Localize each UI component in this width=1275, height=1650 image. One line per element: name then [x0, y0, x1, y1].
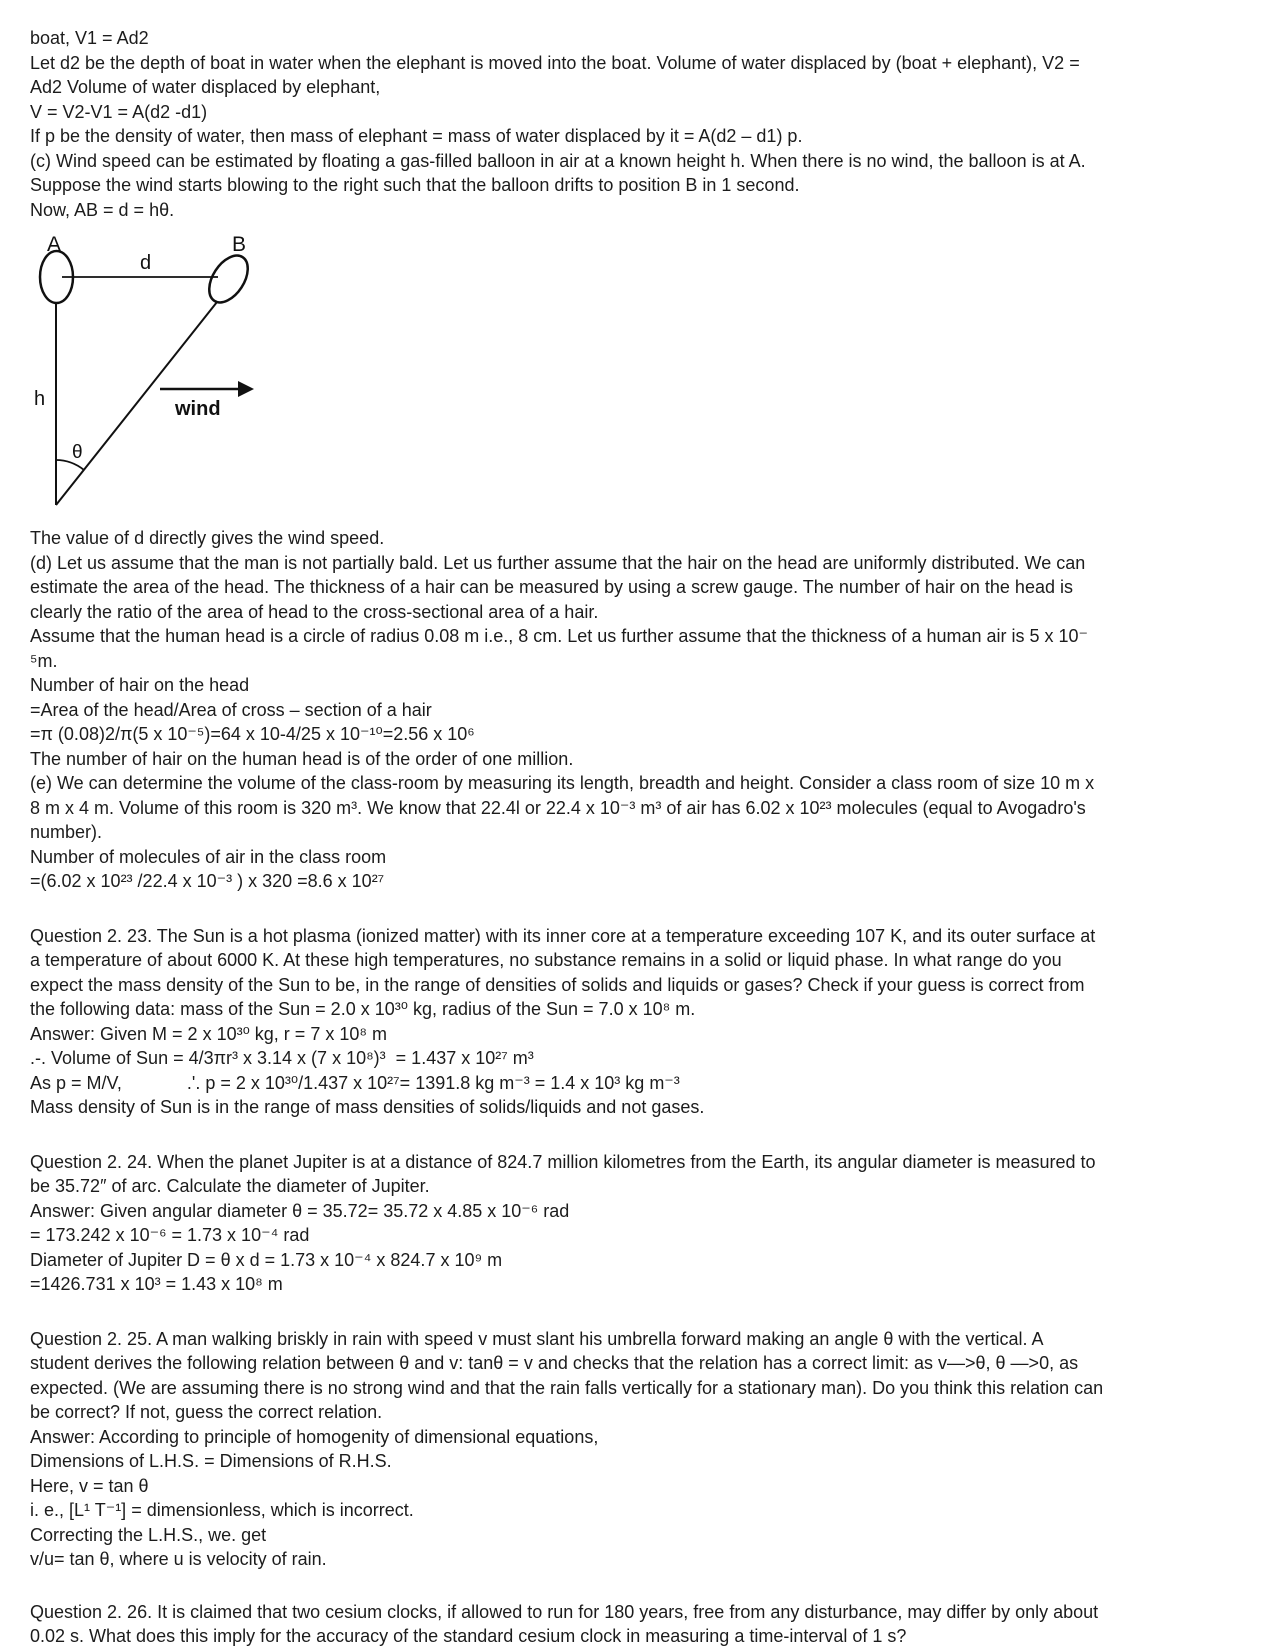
- text-line: Question 2. 26. It is claimed that two cesium clocks, if allowed to run for 180 years, free from any disturbance, may differ by only about: [30, 1601, 1099, 1622]
- text-line: be correct? If not, guess the correct relation.: [30, 1402, 383, 1422]
- text-line: As p = M/V, .'. p = 2 x 10³⁰/1.437 x 10²⁷= 1391.8 kg m⁻³ = 1.4 x 10³ kg m⁻³: [30, 1072, 680, 1093]
- label-distance: d: [140, 252, 152, 274]
- text-line: V = V2-V1 = A(d2 -d1): [30, 101, 208, 122]
- text-line: Number of molecules of air in the class room: [30, 846, 387, 867]
- text-line: Answer: Given angular diameter θ = 35.72= 35.72 x 4.85 x 10⁻⁶ rad: [30, 1200, 570, 1221]
- text-line: Diameter of Jupiter D = θ x d = 1.73 x 10⁻⁴ x 824.7 x 10⁹ m: [30, 1249, 503, 1270]
- text-line: Number of hair on the head: [30, 675, 250, 695]
- text-line: Dimensions of L.H.S. = Dimensions of R.H.S.: [30, 1451, 392, 1471]
- text-line: number).: [30, 822, 103, 842]
- text-line: 8 m x 4 m. Volume of this room is 320 m³. We know that 22.4l or 22.4 x 10⁻³ m³ of air has 6.02 x 10²³ molecules (equal to Avogadro's: [30, 797, 1086, 818]
- paragraph-question-2-24: [30, 1150, 1257, 1297]
- text-line: i. e., [L¹ T⁻¹] = dimensionless, which is incorrect.: [30, 1500, 414, 1520]
- text-line: =1426.731 x 10³ = 1.43 x 10⁸ m: [30, 1274, 283, 1294]
- label-point-a: A: [47, 233, 62, 256]
- text-line: .-. Volume of Sun = 4/3πr³ x 3.14 x (7 x 10⁸)³ = 1.437 x 10²⁷ m³: [30, 1048, 534, 1068]
- text-line: expected. (We are assuming there is no strong wind and that the rain falls vertically for a stationary man). Do you think this relation can: [30, 1377, 1104, 1398]
- text-line: =π (0.08)2/π(5 x 10⁻⁵)=64 x 10-4/25 x 10⁻¹⁰=2.56 x 10⁶: [30, 724, 475, 744]
- text-line: be 35.72″ of arc. Calculate the diameter of Jupiter.: [30, 1176, 430, 1196]
- text-line: Assume that the human head is a circle of radius 0.08 m i.e., 8 cm. Let us further assume that the thickness of a human air is 5 x 10⁻: [30, 626, 1089, 646]
- text-line: student derives the following relation between θ and v: tanθ = v and checks that the relation has a correct limit: as v—>θ, θ —>0, as: [30, 1353, 1079, 1373]
- text-line: = 173.242 x 10⁻⁶ = 1.73 x 10⁻⁴ rad: [30, 1225, 310, 1245]
- text-line: Ad2 Volume of water displaced by elephant,: [30, 77, 381, 97]
- text-line: Let d2 be the depth of boat in water when the elephant is moved into the boat. Volume of water displaced by (boat + elephant), V2 =: [30, 52, 1080, 73]
- text-line: Here, v = tan θ: [30, 1475, 149, 1496]
- paragraph-question-2-25: [30, 1327, 1257, 1572]
- text-line: Answer: According to principle of homogenity of dimensional equations,: [30, 1426, 599, 1447]
- text-line: a temperature of about 6000 K. At these high temperatures, no substance remains in a solid or liquid phase. In what range do you: [30, 950, 1062, 970]
- text-line: Answer: Given M = 2 x 10³⁰ kg, r = 7 x 10⁸ m: [30, 1023, 387, 1044]
- text-line: Correcting the L.H.S., we. get: [30, 1524, 267, 1545]
- text-line: Now, AB = d = hθ.: [30, 199, 175, 220]
- text-line: v/u= tan θ, where u is velocity of rain.: [30, 1549, 327, 1569]
- text-line: (e) We can determine the volume of the class-room by measuring its length, breadth and height. Consider a class room of size 10 m x: [30, 773, 1095, 793]
- text-line: expect the mass density of the Sun to be, in the range of densities of solids and liquids or gases? Check if your guess is correct from: [30, 974, 1085, 995]
- paragraph-solution-d-e: [30, 526, 1257, 894]
- text-line: =(6.02 x 10²³ /22.4 x 10⁻³ ) x 320 =8.6 x 10²⁷: [30, 871, 385, 891]
- wind-diagram-svg: [30, 226, 265, 518]
- text-line: boat, V1 = Ad2: [30, 28, 149, 48]
- balloon-b: [201, 249, 255, 309]
- wind-diagram: [30, 226, 1257, 518]
- label-angle: θ: [72, 442, 83, 463]
- text-line: Mass density of Sun is in the range of mass densities of solids/liquids and not gases.: [30, 1097, 705, 1117]
- text-line: estimate the area of the head. The thickness of a hair can be measured by using a screw gauge. The number of hair on the head is: [30, 577, 1073, 597]
- label-height: h: [34, 388, 46, 410]
- text-line: (d) Let us assume that the man is not partially bald. Let us further assume that the hair on the head are uniformly distributed. We can: [30, 552, 1086, 573]
- wind-arrowhead-icon: [238, 381, 254, 397]
- paragraph-question-2-26: [30, 1600, 1257, 1649]
- text-line: Question 2. 25. A man walking briskly in rain with speed v must slant his umbrella forward making an angle θ with the vertical. A: [30, 1328, 1044, 1349]
- text-line: Suppose the wind starts blowing to the right such that the balloon drifts to position B in 1 second.: [30, 175, 800, 195]
- text-line: Question 2. 24. When the planet Jupiter is at a distance of 824.7 million kilometres from the Earth, its angular diameter is measured to: [30, 1151, 1096, 1172]
- text-line: clearly the ratio of the area of head to the cross-sectional area of a hair.: [30, 601, 599, 622]
- text-line: The number of hair on the human head is of the order of one million.: [30, 748, 574, 769]
- paragraph-intro: [30, 26, 1257, 222]
- text-line: 0.02 s. What does this imply for the accuracy of the standard cesium clock in measuring a time-interval of 1 s?: [30, 1626, 907, 1646]
- text-line: The value of d directly gives the wind speed.: [30, 528, 385, 548]
- text-line: Question 2. 23. The Sun is a hot plasma (ionized matter) with its inner core at a temperature exceeding 107 K, and its outer surface at: [30, 925, 1096, 946]
- text-line: If p be the density of water, then mass of elephant = mass of water displaced by it = A(d2 – d1) p.: [30, 126, 803, 146]
- text-line: (c) Wind speed can be estimated by floating a gas-filled balloon in air at a known height h. When there is no wind, the balloon is at A.: [30, 150, 1086, 171]
- paragraph-question-2-23: [30, 924, 1257, 1120]
- label-point-b: B: [232, 233, 247, 256]
- text-line: =Area of the head/Area of cross – section of a hair: [30, 699, 432, 720]
- label-wind: wind: [175, 398, 221, 420]
- text-line: the following data: mass of the Sun = 2.0 x 10³⁰ kg, radius of the Sun = 7.0 x 10⁸ m.: [30, 999, 696, 1019]
- text-line: ⁵m.: [30, 650, 58, 671]
